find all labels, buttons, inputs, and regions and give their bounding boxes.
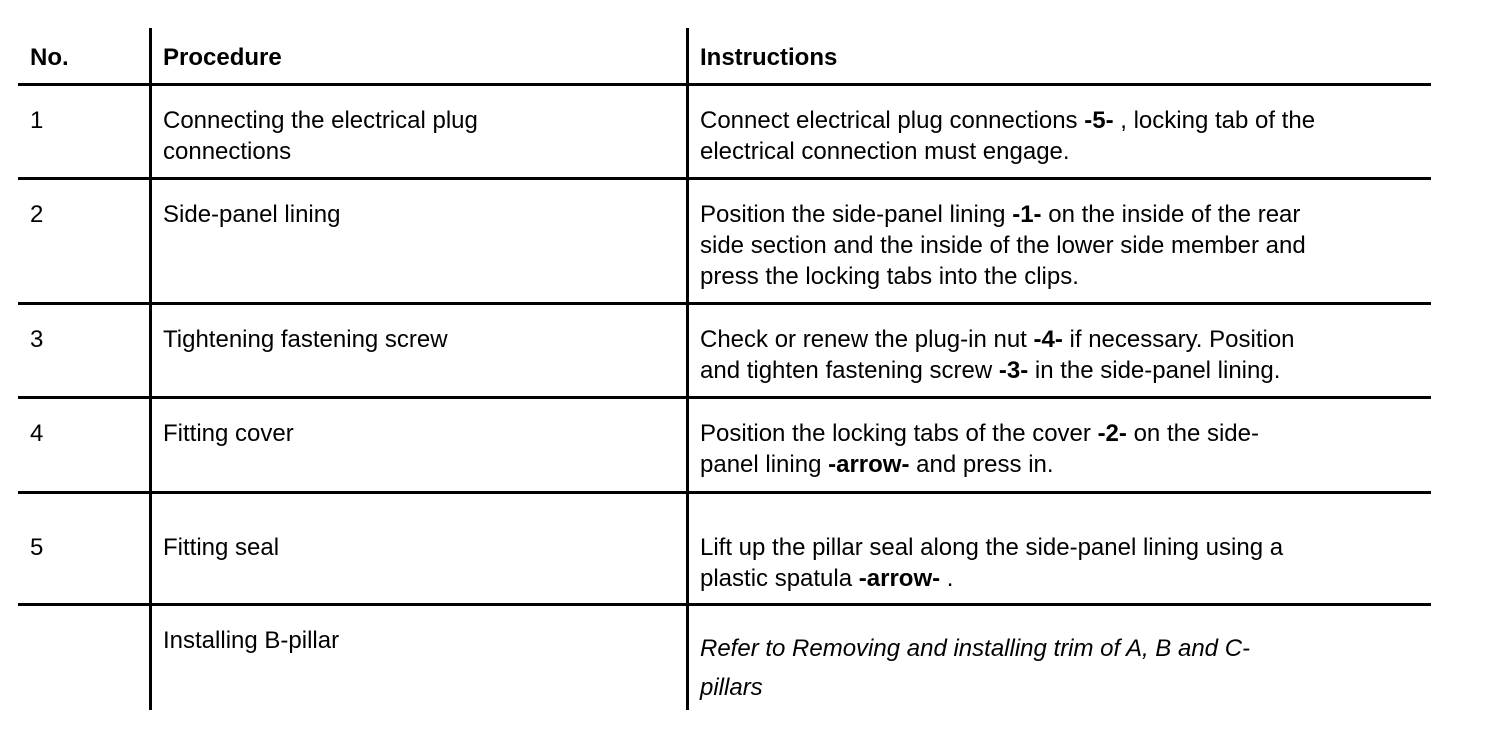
instruction-line (700, 324, 1295, 355)
part-reference: -3- (998, 357, 1029, 384)
row-instructions (700, 532, 1283, 594)
row-number: 2 (30, 201, 44, 228)
part-reference: -arrow- (858, 565, 941, 592)
instruction-line (700, 449, 1259, 480)
instruction-text: . (940, 565, 954, 592)
column-divider-1 (149, 28, 152, 710)
header-no: No. (30, 44, 69, 71)
procedure-line: Fitting seal (163, 534, 280, 561)
instruction-text: panel lining (700, 451, 829, 478)
row-procedure (163, 199, 340, 230)
row-rule (18, 603, 1431, 606)
instruction-text: and press in. (909, 451, 1054, 478)
instruction-text: plastic spatula (700, 565, 859, 592)
instruction-text: , locking tab of the (1113, 107, 1316, 134)
procedure-line: Side-panel lining (163, 201, 341, 228)
instruction-line (700, 418, 1259, 449)
instruction-text: on the inside of the rear (1041, 201, 1301, 228)
row-number: 5 (30, 534, 44, 561)
instruction-text: Connect electrical plug connections (700, 107, 1085, 134)
instruction-line (700, 668, 1250, 707)
part-reference: -4- (1033, 326, 1063, 353)
part-reference: -5- (1084, 107, 1114, 134)
header-rule (18, 83, 1431, 86)
row-rule (18, 177, 1431, 180)
instruction-text: Lift up the pillar seal along the side-panel lining using a (700, 534, 1284, 561)
instruction-text: side section and the inside of the lower side member and (700, 232, 1306, 259)
row-procedure (163, 625, 339, 656)
row-number: 4 (30, 420, 44, 447)
instruction-text: Position the locking tabs of the cover (700, 420, 1098, 447)
procedure-line: Fitting cover (163, 420, 294, 447)
procedure-line: Tightening fastening screw (163, 326, 448, 353)
instruction-text: Refer to Removing and installing trim of A, B and C- (700, 635, 1251, 662)
row-instructions (700, 418, 1259, 480)
procedure-line: Connecting the electrical plug (163, 107, 478, 134)
row-instructions (700, 105, 1315, 167)
part-reference: -arrow- (828, 451, 910, 478)
instruction-line (700, 629, 1250, 668)
row-rule (18, 396, 1431, 399)
row-instructions (700, 324, 1295, 386)
row-rule (18, 491, 1431, 494)
instruction-line (700, 105, 1315, 136)
row-procedure (163, 324, 448, 355)
instruction-text: press the locking tabs into the clips. (700, 263, 1079, 290)
instruction-line (700, 355, 1295, 386)
header-instructions: Instructions (700, 44, 838, 71)
part-reference: -2- (1097, 420, 1127, 447)
row-procedure (163, 532, 279, 563)
row-procedure (163, 418, 294, 449)
row-rule (18, 302, 1431, 305)
instruction-line (700, 199, 1306, 230)
instruction-text: pillars (700, 674, 763, 701)
row-number: 1 (30, 107, 44, 134)
instruction-line (700, 261, 1306, 292)
instruction-text: Position the side-panel lining (700, 201, 1013, 228)
row-instructions (700, 199, 1306, 292)
part-reference: -1- (1012, 201, 1042, 228)
row-procedure (163, 105, 478, 167)
instruction-line (700, 563, 1283, 594)
instruction-text: electrical connection must engage. (700, 138, 1070, 165)
instruction-line (700, 136, 1315, 167)
row-number: 3 (30, 326, 44, 353)
instruction-text: on the side- (1126, 420, 1259, 447)
instruction-line (700, 532, 1283, 563)
row-instructions (700, 629, 1250, 707)
instruction-text: Check or renew the plug-in nut (700, 326, 1034, 353)
instruction-text: if necessary. Position (1062, 326, 1295, 353)
header-procedure: Procedure (163, 44, 282, 71)
procedure-line: connections (163, 138, 292, 165)
procedure-line: Installing B-pillar (163, 627, 340, 654)
column-divider-2 (686, 28, 689, 710)
instruction-text: in the side-panel lining. (1028, 357, 1281, 384)
instruction-line (700, 230, 1306, 261)
instruction-text: and tighten fastening screw (700, 357, 999, 384)
